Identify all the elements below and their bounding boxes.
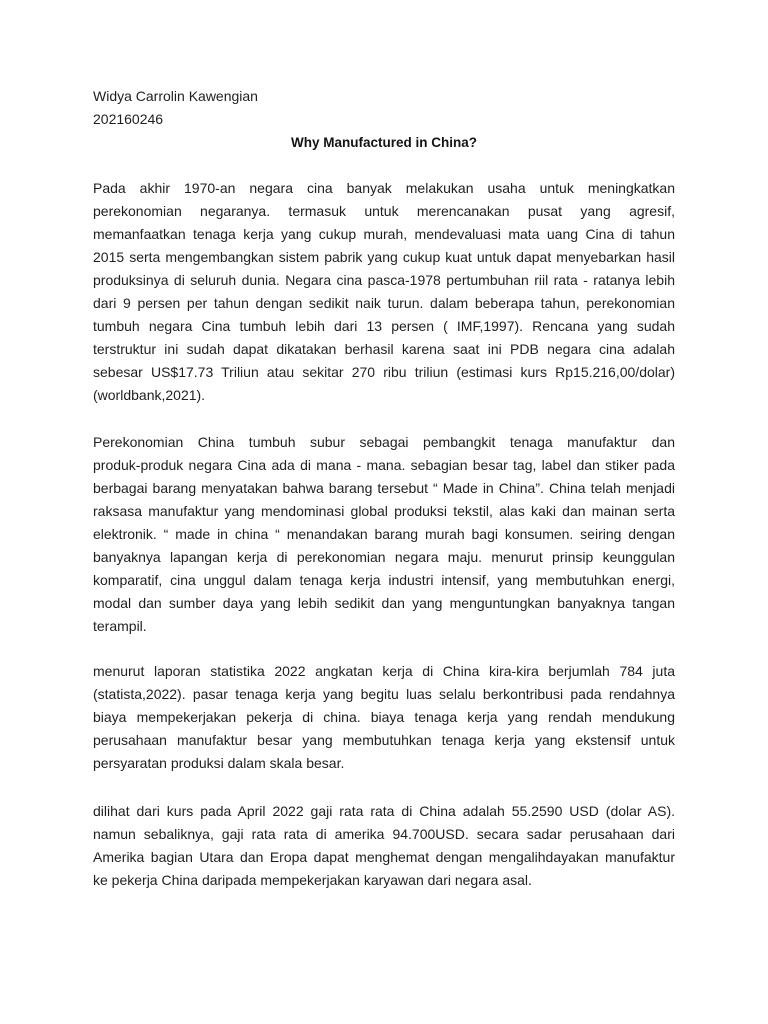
paragraph-line: elektronik. “ made in china “ menandakan barang murah bagi konsumen. seiring dengan [93, 526, 675, 542]
paragraph-line: produk-produk negara Cina ada di mana - mana. sebagian besar tag, label dan stiker pada [93, 457, 675, 473]
paragraph-line: Perekonomian China tumbuh subur sebagai pembangkit tenaga manufaktur dan [93, 434, 675, 450]
paragraph-line: banyaknya lapangan kerja di perekonomian negara maju. menurut prinsip keunggulan [93, 549, 675, 565]
document-title: Why Manufactured in China? [290, 135, 477, 150]
paragraph-line: produksinya di seluruh dunia. Negara cina pasca-1978 pertumbuhan riil rata - ratanya lebih [93, 272, 675, 288]
paragraph-line: sebesar US$17.73 Triliun atau sekitar 270 ribu triliun (estimasi kurs Rp15.216,00/dolar) [93, 364, 675, 380]
paragraph-line: biaya mempekerjakan pekerja di china. biaya tenaga kerja yang rendah mendukung [93, 709, 675, 725]
author-block [93, 85, 258, 131]
paragraph-line: berbagai barang menyatakan bahwa barang tersebut “ Made in China”. China telah menjadi [93, 480, 675, 496]
paragraph-line: ke pekerja China daripada mempekerjakan karyawan dari negara asal. [93, 872, 532, 888]
paragraph-line: tumbuh negara Cina tumbuh lebih dari 13 persen ( IMF,1997). Rencana yang sudah [93, 318, 675, 334]
paragraph-line: Pada akhir 1970-an negara cina banyak melakukan usaha untuk meningkatkan [93, 180, 675, 196]
paragraph-line: dari 9 persen per tahun dengan sedikit naik turun. dalam beberapa tahun, perekonomian [93, 295, 675, 311]
paragraph-line: namun sebaliknya, gaji rata rata di amerika 94.700USD. secara sadar perusahaan dari [93, 826, 675, 842]
paragraph-line: (worldbank,2021). [93, 387, 206, 403]
paragraph-line: memanfaatkan tenaga kerja yang cukup murah, mendevaluasi mata uang Cina di tahun [93, 226, 675, 242]
paragraph-line: persyaratan produksi dalam skala besar. [93, 755, 345, 771]
paragraph-1 [93, 177, 675, 407]
student-id: 202160246 [93, 111, 164, 127]
paragraph-line: modal dan sumber daya yang lebih sedikit dan yang menguntungkan banyaknya tangan [93, 595, 675, 611]
paragraph-3 [93, 660, 675, 775]
paragraph-line: 2015 serta mengembangkan sistem pabrik yang cukup kuat untuk dapat menyebarkan hasil [93, 249, 675, 265]
paragraph-line: menurut laporan statistika 2022 angkatan kerja di China kira-kira berjumlah 784 juta [93, 663, 675, 679]
paragraph-line: (statista,2022). pasar tenaga kerja yang begitu luas selalu berkontribusi pada rendahnya [93, 686, 675, 702]
paragraph-4 [93, 800, 675, 892]
paragraph-line: terstruktur ini sudah dapat dikatakan berhasil karena saat ini PDB negara cina adalah [93, 341, 675, 357]
paragraph-line: perusahaan manufaktur besar yang membutuhkan tenaga kerja yang ekstensif untuk [93, 732, 675, 748]
paragraph-line: perekonomian negaranya. termasuk untuk merencanakan pusat yang agresif, [93, 203, 675, 219]
paragraph-line: raksasa manufaktur yang mendominasi global produksi tekstil, alas kaki dan mainan serta [93, 503, 675, 519]
paragraph-line: dilihat dari kurs pada April 2022 gaji rata rata di China adalah 55.2590 USD (dolar AS). [93, 803, 675, 819]
paragraph-line: komparatif, cina unggul dalam tenaga kerja industri intensif, yang membutuhkan energi, [93, 572, 675, 588]
author-name: Widya Carrolin Kawengian [93, 88, 258, 104]
paragraph-line: terampil. [93, 618, 147, 634]
paragraph-line: Amerika bagian Utara dan Eropa dapat menghemat dengan mengalihdayakan manufaktur [93, 849, 675, 865]
paragraph-2 [93, 431, 675, 638]
